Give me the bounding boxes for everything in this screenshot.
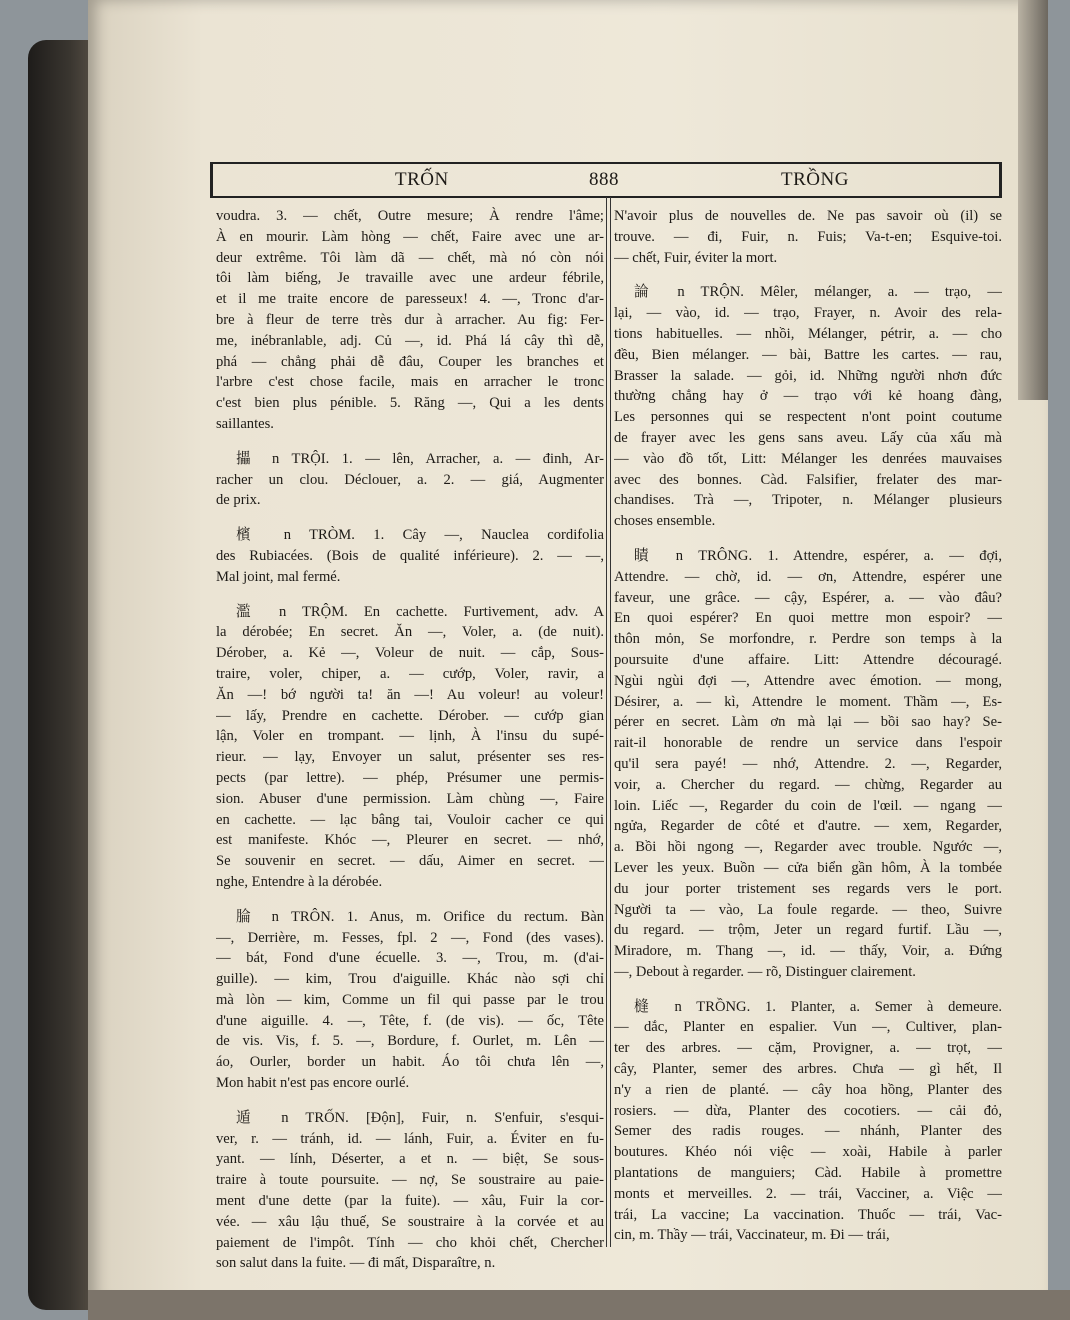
entry-line: Se souvenir en secret. — dấu, Aimer en secret. — bbox=[216, 853, 604, 870]
entry-line: son salut dans la fuite. — đi mất, Disparaître, n. bbox=[216, 1255, 496, 1272]
entry-line: de frayer avec les gens sans aveu. Lấy của xấu mà bbox=[614, 429, 1002, 446]
dictionary-entry bbox=[216, 602, 604, 893]
entry-line: voir, a. Chercher du regard. — chừng, Regarder au bbox=[614, 776, 1002, 793]
entry-line: cây, Planter, semer des arbres. Chưa — gì hết, Il bbox=[614, 1061, 1002, 1078]
entry-line: voudra. 3. — chết, Outre mesure; À rendre l'âme; bbox=[216, 208, 604, 224]
entry-line: de vis. Vis, f. 5. —, Bordure, f. Ourlet, m. Lên — bbox=[216, 1033, 604, 1050]
entry-headline: 腀 n TRÔN. 1. Anus, m. Orifice du rectum. Bàn bbox=[236, 908, 604, 925]
entry-line: avec des bonnes. Càd. Falsifier, frelater des mar- bbox=[614, 471, 1002, 488]
entry-line: Désirer, a. — kì, Attendre le moment. Thầm —, Es- bbox=[614, 693, 1002, 710]
entry-line: ter des arbres. — cặm, Provigner, a. — trọt, — bbox=[614, 1040, 1002, 1057]
entry-line: N'avoir plus de nouvelles de. Ne pas savoir où (il) se bbox=[614, 208, 1002, 224]
entry-line: saillantes. bbox=[216, 415, 274, 432]
entry-line: me, inébranlable, adj. Củ —, id. Phá lá cây thì dễ, bbox=[216, 332, 604, 349]
entry-line: n'y a rien de planté. — cây hoa hồng, Planter des bbox=[614, 1081, 1002, 1098]
entry-line: de prix. bbox=[216, 492, 261, 509]
entry-line: trouve. — đi, Fuir, n. Fuis; Va-t-en; Esquive-toi. bbox=[614, 228, 1002, 245]
dictionary-entry bbox=[216, 449, 604, 511]
dictionary-entry bbox=[614, 282, 1002, 532]
entry-line: áo, Ourler, border un habit. Áo tôi chưa lên —, bbox=[216, 1054, 604, 1071]
entry-headline: 攂 n TRỘI. 1. — lên, Arracher, a. — đinh, Ar- bbox=[236, 450, 604, 467]
entry-line: Brasser la salade. — gỏi, id. Những người nhơn đức bbox=[614, 367, 1002, 384]
entry-headline: 論 n TRỘN. Mêler, mélanger, a. — trạo, — bbox=[634, 284, 1002, 301]
dictionary-entry bbox=[216, 525, 604, 587]
entry-line: rait-il honorable de rendre un service dans l'espoir bbox=[614, 735, 1002, 752]
entry-line: Dérober, a. Kẻ —, Voleur de nuit. — cắp, Sous- bbox=[216, 645, 604, 662]
entry-line: —, Derrière, m. Fesses, fpl. 2 —, Fond (des vases). bbox=[216, 929, 604, 946]
entry-line: Ăn —! bớ người ta! ăn —! Au voleur! au voleur! bbox=[216, 686, 604, 703]
entry-line: chandises. Trà —, Tripoter, n. Mélanger plusieurs bbox=[614, 492, 1002, 509]
entry-line: nghe, Entendre à la dérobée. bbox=[216, 873, 383, 890]
entry-line: a. Bồi hồi ngong —, Regarder avec trouble. Ngước —, bbox=[614, 839, 1002, 856]
entry-line: đều, Bien mélanger. — bài, Battre les cartes. — rau, bbox=[614, 346, 1002, 363]
entry-line: Attendre. — chờ, id. — ơn, Attendre, espérer une bbox=[614, 568, 1002, 585]
entry-headline: 瞔 n TRÔNG. 1. Attendre, espérer, a. — đợi, bbox=[634, 547, 1002, 564]
running-header bbox=[210, 162, 1002, 198]
entry-line: boutures. Khéo nói việc — xoài, Habile à parler bbox=[614, 1144, 1002, 1161]
entry-line: Ngùi ngùi đợi —, Attendre avec émotion. — mong, bbox=[614, 672, 1002, 689]
entry-line: tions habituelles. — nhồi, Mélanger, pétrir, a. — cho bbox=[614, 325, 1002, 342]
entry-line: ver, r. — tránh, id. — lánh, Fuir, a. Éviter en fu- bbox=[216, 1130, 604, 1147]
left-guide-word: TRỐN bbox=[395, 169, 449, 190]
entry-line: paiement de l'impôt. Tính — cho khỏi chết, Chercher bbox=[216, 1234, 604, 1251]
entry-line: deur extrême. Tôi làm dã — chết, mà nó còn nói bbox=[216, 249, 604, 266]
entry-line: l'arbre c'est chose facile, mais en arracher le tronc bbox=[216, 374, 604, 391]
entry-line: c'est bien plus pénible. 5. Răng —, Qui a les dents bbox=[216, 395, 604, 412]
dictionary-entry bbox=[216, 907, 604, 1094]
entry-line: poursuite d'une affaire. Litt: Attendre découragé. bbox=[614, 651, 1002, 668]
entry-line: Miradore, m. Thang —, id. — thấy, Voir, a. Đứng bbox=[614, 943, 1002, 960]
entry-line: du jour porter tristement ses regards vers le port. bbox=[614, 880, 1002, 897]
entry-line: — bát, Fond d'une écuelle. 3. —, Trou, m. (d'ai- bbox=[216, 950, 604, 967]
entry-line: cin, m. Thầy — trái, Vaccinateur, m. Đi — trái, bbox=[614, 1227, 890, 1244]
entry-continuation bbox=[216, 206, 604, 435]
entry-line: monts et merveilles. 2. — trái, Vacciner, a. Việc — bbox=[614, 1185, 1002, 1202]
entry-line: pects (par lettre). — phép, Présumer une permis- bbox=[216, 769, 604, 786]
entry-line: guille). — kim, Trou d'aiguille. Khác nào sợi chỉ bbox=[216, 971, 604, 988]
entry-line: — lấy, Prendre en cachette. Dérober. — cướp gian bbox=[216, 707, 604, 724]
left-column bbox=[216, 206, 604, 1274]
entry-line: d'une aiguille. 4. —, Tête, f. (de vis). — ốc, Tête bbox=[216, 1012, 604, 1029]
dictionary-entry bbox=[614, 546, 1002, 983]
entry-line: faveur, une grâce. — cậy, Espérer, a. — vào đâu? bbox=[614, 589, 1002, 606]
page-bottom-edge bbox=[88, 1290, 1070, 1320]
entry-line: et il me traite encore de paresseux! 4. —, Tronc d'ar- bbox=[216, 291, 604, 308]
entry-line: —, Debout à regarder. — rõ, Distinguer clairement. bbox=[614, 963, 916, 980]
entry-line: phá — chẳng phải dễ đâu, Couper les branches et bbox=[216, 353, 604, 370]
entry-line: mà lòn — kim, Comme un fil qui passe par le trou bbox=[216, 991, 604, 1008]
entry-line: Semer des radis rouges. — nhánh, Planter des bbox=[614, 1123, 1002, 1140]
entry-line: Mon habit n'est pas encore ourlé. bbox=[216, 1075, 410, 1092]
entry-headline: 遁 n TRỐN. [Độn], Fuir, n. S'enfuir, s'esqui- bbox=[236, 1109, 604, 1126]
right-guide-word: TRỒNG bbox=[781, 169, 849, 190]
entry-line: — chết, Fuir, éviter la mort. bbox=[614, 249, 778, 266]
entry-continuation bbox=[614, 206, 1002, 268]
dictionary-entry bbox=[216, 1108, 604, 1274]
entry-headline: 濫 n TRỘM. En cachette. Furtivement, adv. A bbox=[236, 603, 604, 620]
entry-line: Người ta — vào, La foule regarde. — theo, Suivre bbox=[614, 901, 1002, 918]
entry-line: — dắc, Planter en espalier. Vun —, Cultiver, plan- bbox=[614, 1019, 1002, 1036]
entry-line: loin. Liếc —, Regarder du coin de l'œil. — ngang — bbox=[614, 797, 1002, 814]
entry-line: Mal joint, mal fermé. bbox=[216, 568, 341, 585]
entry-line: racher un clou. Déclouer, a. 2. — giá, Augmenter bbox=[216, 471, 604, 488]
entry-line: traire à toute poursuite. — nợ, Se soustraire au paie- bbox=[216, 1172, 604, 1189]
entry-line: lại, — vào, id. — trạo, Frayer, n. Avoir des rela- bbox=[614, 305, 1002, 322]
entry-line: — vào đồ tốt, Litt: Mélanger les denrées mauvaises bbox=[614, 450, 1002, 467]
entry-line: qu'il sera payé! — nhớ, Attendre. 2. —, Regarder, bbox=[614, 755, 1002, 772]
entry-headline: 檳 n TRÒM. 1. Cây —, Nauclea cordifolia bbox=[236, 527, 604, 544]
entry-line: thôn mỏn, Se morfondre, r. Perdre son temps à la bbox=[614, 631, 1002, 648]
entry-line: lận, Voler en trompant. — lịnh, À l'insu du supé- bbox=[216, 728, 604, 745]
entry-line: la dérobée; En secret. Ăn —, Voler, a. (de nuit). bbox=[216, 624, 604, 641]
entry-line: traire, voler, chiper, a. — cướp, Voler, ravir, a bbox=[216, 665, 604, 682]
entry-line: Lever les yeux. Buồn — cửa biển gần hôm, À la tombée bbox=[614, 859, 1002, 876]
entry-line: rosiers. — dừa, Planter des cocotiers. — cải đỏ, bbox=[614, 1102, 1002, 1119]
entry-line: ment d'une dette (par la fuite). — xâu, Fuir la cor- bbox=[216, 1193, 604, 1210]
entry-line: sion. Abuser d'une permission. Làm chùng —, Faire bbox=[216, 790, 604, 807]
entry-line: En quoi espérer? En quoi mettre mon espoir? — bbox=[614, 610, 1002, 627]
entry-line: rieur. — lạy, Envoyer un salut, présenter ses res- bbox=[216, 749, 604, 766]
entry-line: est manifeste. Khóc —, Pleurer en secret. — nhớ, bbox=[216, 832, 604, 849]
entry-line: en cachette. — lạc bâng tai, Vouloir cacher ce qui bbox=[216, 811, 604, 828]
entry-line: Les personnes qui se respectent n'ont point coutume bbox=[614, 409, 1002, 426]
page-edge-shadow bbox=[1018, 0, 1048, 400]
page-number: 888 bbox=[589, 169, 619, 190]
entry-line: trái, La vaccine; La vaccination. Thuốc — trái, Vac- bbox=[614, 1206, 1002, 1223]
entry-headline: 槰 n TRỒNG. 1. Planter, a. Semer à demeure. bbox=[634, 998, 1002, 1015]
entry-line: vée. — xâu lậu thuế, Se soustraire à la corvée et au bbox=[216, 1213, 604, 1230]
entry-line: plantations de manguiers; Càd. Habile à promettre bbox=[614, 1165, 1002, 1182]
entry-line: pérer en secret. Làm ơn mà lại — bồi sao hay? Se- bbox=[614, 714, 1002, 731]
entry-line: des Rubiacées. (Bois de qualité inférieure). 2. — —, bbox=[216, 547, 604, 564]
column-divider bbox=[606, 197, 611, 1247]
entry-line: tôi làm biếng, Je travaille avec une ardeur fébrile, bbox=[216, 270, 604, 287]
entry-line: bre à fleur de terre très dur à arracher. Au fig: Fer- bbox=[216, 311, 604, 328]
right-column bbox=[614, 206, 1002, 1246]
entry-line: yant. — lính, Déserter, a et n. — biệt, Se sous- bbox=[216, 1151, 604, 1168]
entry-line: thường chẳng hay ở — trạo với kẻ hoang đàng, bbox=[614, 388, 1002, 405]
entry-line: choses ensemble. bbox=[614, 513, 716, 530]
dictionary-entry bbox=[614, 997, 1002, 1247]
entry-line: du regard. — trộm, Jeter un regard furtif. Lầu —, bbox=[614, 922, 1002, 939]
entry-line: ngửa, Regarder de côté et d'autre. — xem, Regarder, bbox=[614, 818, 1002, 835]
entry-line: À en mourir. Làm hòng — chết, Faire avec une ar- bbox=[216, 228, 604, 245]
